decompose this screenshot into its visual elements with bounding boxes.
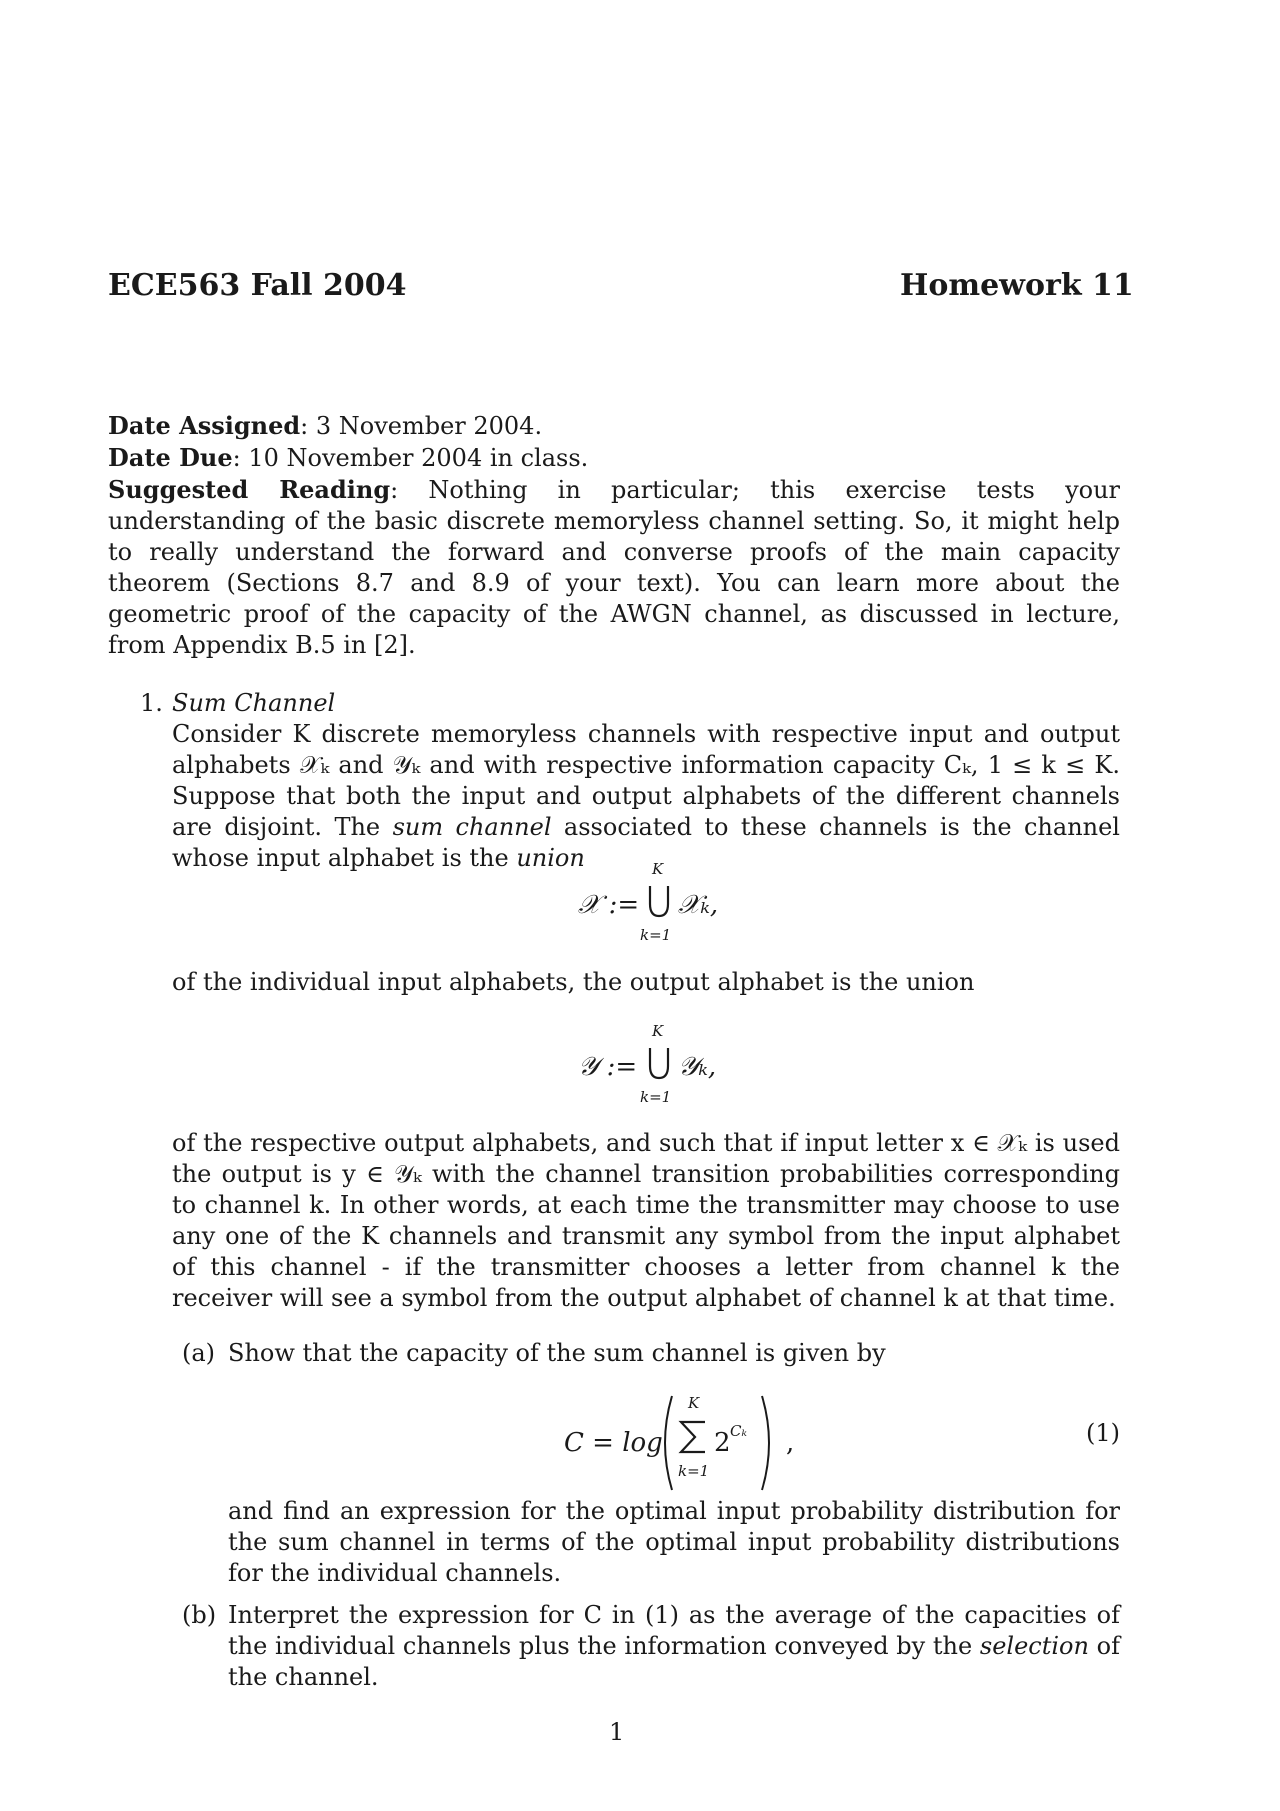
problem-intro [172, 719, 1120, 874]
date-due [108, 442, 1120, 474]
date-due-value: : 10 November 2004 in class. [232, 444, 589, 472]
eq-capacity-lhs: C = log [564, 1428, 663, 1458]
eq-capacity-term: 2 [714, 1428, 731, 1458]
intro-part-1: Consider K discrete memoryless channels with respective input and output alphabets 𝒳ₖ and 𝒴ₖ and with respective information capacity Cₖ, 1 ≤ k ≤ K. Suppose that both the input and output alphabets of the different channels are disjoint. The [172, 720, 1120, 841]
homework-title: Homework 11 [900, 268, 1134, 303]
part-b-text [228, 1600, 1120, 1693]
problem-title [172, 688, 335, 719]
big-union-icon [646, 884, 672, 918]
equation-input-union [560, 860, 780, 950]
eq1-sub: k=1 [640, 926, 672, 944]
problem-number: 1. [140, 689, 163, 717]
big-union-icon [646, 1046, 672, 1080]
suggested-reading-text: : Nothing in particular; this exercise tests your understanding of the basic discrete memoryless channel setting. So, it might help to really understand the forward and converse proofs of the main capacity theorem (Sections 8.7 and 8.9 of your text). You can learn more about the geometric proof of the capacity of the AWGN channel, as discussed in lecture, from Appendix B.5 in [2]. [108, 476, 1121, 659]
course-title: ECE563 Fall 2004 [108, 268, 407, 303]
eq2-lhs: 𝒴 := [578, 1052, 638, 1082]
eq-capacity-term-sup: Cₖ [730, 1422, 747, 1440]
suggested-reading [108, 474, 1120, 661]
intro-union: union [516, 844, 585, 872]
eq2-sup: K [652, 1022, 664, 1040]
date-assigned [108, 410, 1120, 442]
part-a-label: (a) [182, 1339, 216, 1367]
page-number: 1 [609, 1718, 625, 1746]
eq-capacity-sup: K [688, 1394, 700, 1412]
part-b-selection: selection [979, 1632, 1089, 1660]
eq-capacity-trail: , [786, 1428, 795, 1458]
part-b-text-1: Interpret the expression for C in (1) as the average of the capacities of the individual channels plus the information conveyed by the [228, 1601, 1120, 1660]
equation-output-union [560, 1022, 780, 1112]
equation-number: (1) [1086, 1419, 1120, 1447]
date-due-label: Date Due [108, 443, 233, 472]
equation-capacity [560, 1388, 820, 1498]
intro-part-2: associated to these channels is the channel whose input alphabet is the [172, 813, 1120, 872]
intro-sum-channel: sum channel [392, 813, 552, 841]
eq-capacity-sub: k=1 [678, 1462, 710, 1480]
eq1-rhs: 𝒳ₖ, [678, 890, 719, 920]
suggested-reading-label: Suggested Reading [108, 475, 391, 504]
date-assigned-label: Date Assigned [108, 411, 301, 440]
eq2-rhs: 𝒴ₖ, [678, 1052, 717, 1082]
part-b-label: (b) [182, 1601, 217, 1629]
date-assigned-value: : 3 November 2004. [300, 412, 543, 440]
part-a-text: Show that the capacity of the sum channel is given by [228, 1339, 886, 1367]
left-paren-icon [656, 1394, 676, 1492]
right-paren-icon [758, 1394, 778, 1492]
eq1-lhs: 𝒳 := [578, 890, 640, 920]
eq2-sub: k=1 [640, 1088, 672, 1106]
sigma-icon [678, 1418, 708, 1456]
mid-text: of the individual input alphabets, the output alphabet is the union [172, 968, 975, 996]
body-text: of the respective output alphabets, and such that if input letter x ∈ 𝒳ₖ is used the output is y ∈ 𝒴ₖ with the channel transition probabilities corresponding to channel k. In other words, at each time the transmitter may choose to use any one of the K channels and transmit any symbol from the input alphabet of this channel - if the transmitter chooses a letter from channel k the receiver will see a symbol from the output alphabet of channel k at that time. [172, 1129, 1120, 1312]
problem-title-text: Sum Channel [172, 689, 336, 717]
eq1-sup: K [652, 860, 664, 878]
part-a-after: and find an expression for the optimal input probability distribution for the sum channel in terms of the optimal input probability distributions for the individual channels. [228, 1497, 1120, 1587]
part-b-text-2: of the channel. [228, 1632, 1120, 1691]
info-block [108, 410, 1120, 661]
